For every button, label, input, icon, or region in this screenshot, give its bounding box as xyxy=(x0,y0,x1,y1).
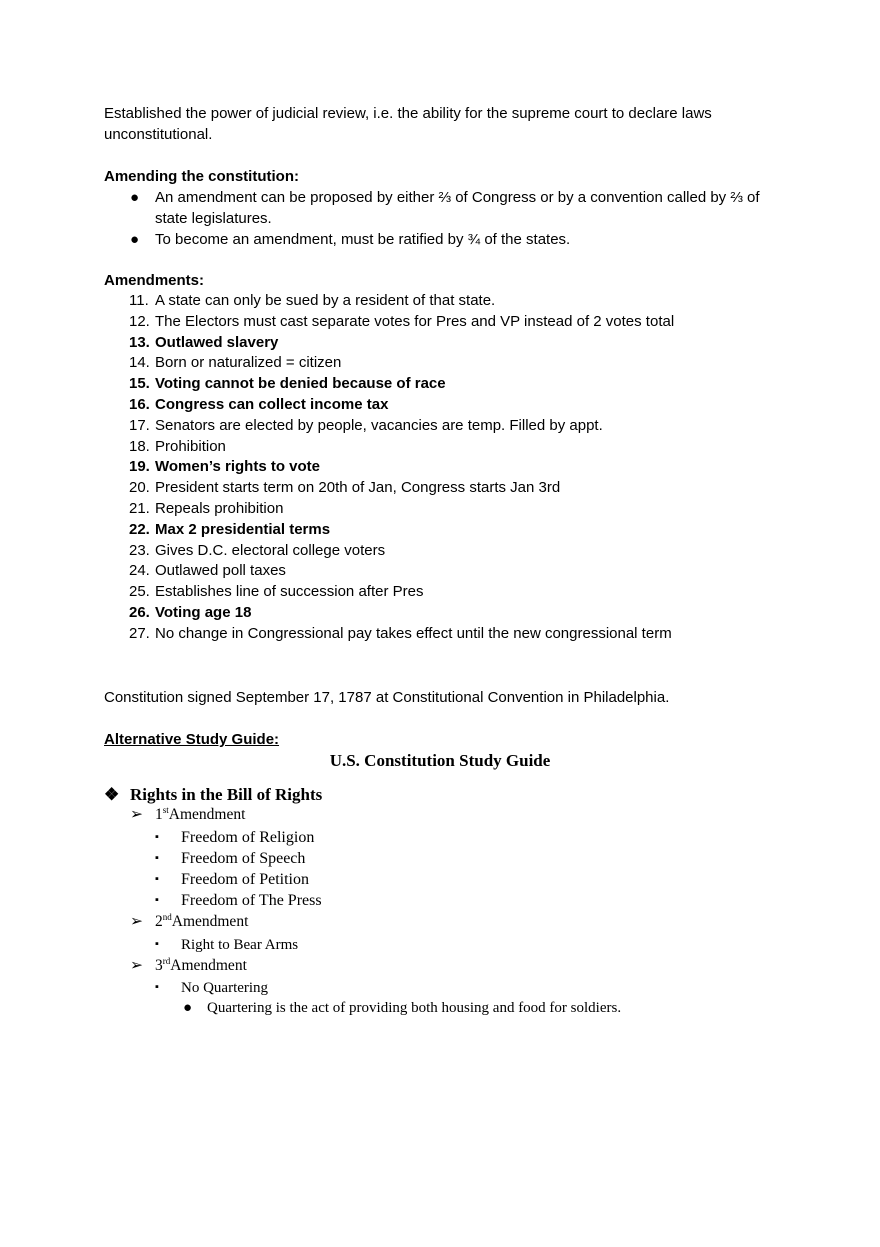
list-item xyxy=(104,437,674,458)
list-item xyxy=(104,416,674,437)
first-amendment-heading xyxy=(130,805,245,825)
item-number: 17. xyxy=(129,416,150,434)
arrow-bullet-icon: ➢ xyxy=(130,913,143,930)
list-item xyxy=(104,395,674,416)
item-number: 14. xyxy=(129,354,150,372)
list-item xyxy=(155,869,309,890)
signing-statement: Constitution signed September 17, 1787 at Constitutional Convention in Philadelphia. xyxy=(104,689,670,706)
item-number: 18. xyxy=(129,437,150,455)
bullet-icon: ● xyxy=(183,1000,193,1016)
amending-heading: Amending the constitution: xyxy=(104,168,299,185)
alternative-guide-heading: Alternative Study Guide: xyxy=(104,731,280,748)
item-text: Establishes line of succession after Pres xyxy=(155,583,424,601)
bullet-text: An amendment can be proposed by either ⅔ of Congress or by a convention called by ⅔ of state legislatures. xyxy=(155,189,760,227)
item-number: 27. xyxy=(129,624,150,642)
square-bullet-icon: ▪ xyxy=(155,852,159,864)
item-number: 12. xyxy=(129,312,150,330)
item-text: President starts term on 20th of Jan, Congress starts Jan 3rd xyxy=(155,479,561,497)
square-bullet-icon: ▪ xyxy=(155,873,159,885)
amendments-heading: Amendments: xyxy=(104,272,205,289)
list-item xyxy=(104,374,674,395)
amendment-label: Amendment xyxy=(168,806,246,823)
ordinal-suffix: rd xyxy=(162,956,171,966)
square-bullet-icon: ▪ xyxy=(155,894,159,906)
item-text: Senators are elected by people, vacancies are temp. Filled by appt. xyxy=(155,416,603,434)
item-text: Gives D.C. electoral college voters xyxy=(155,541,386,559)
bill-of-rights-label: Rights in the Bill of Rights xyxy=(130,785,323,804)
list-item xyxy=(104,624,674,645)
item-number: 26. xyxy=(129,603,150,621)
item-number: 24. xyxy=(129,562,150,580)
list-item xyxy=(104,457,674,478)
amendment-number: 2 xyxy=(155,913,163,930)
second-amendment-heading xyxy=(130,912,248,932)
amendment-label: Amendment xyxy=(171,913,249,930)
bullet-text: To become an amendment, must be ratified by ¾ of the states. xyxy=(155,231,571,248)
item-text: Freedom of Petition xyxy=(181,871,309,888)
arrow-bullet-icon: ➢ xyxy=(130,957,143,974)
item-text: Freedom of Speech xyxy=(181,850,306,867)
list-item xyxy=(155,827,314,848)
list-item xyxy=(104,229,794,250)
item-text: Freedom of Religion xyxy=(181,829,315,846)
amendment-number: 1 xyxy=(155,806,163,823)
item-text: Right to Bear Arms xyxy=(181,937,299,953)
item-text: No change in Congressional pay takes effect until the new congressional term xyxy=(155,624,672,642)
list-item xyxy=(104,520,674,541)
arrow-bullet-icon: ➢ xyxy=(130,806,143,823)
list-item xyxy=(155,848,305,869)
square-bullet-icon: ▪ xyxy=(155,938,159,950)
list-item xyxy=(104,312,674,333)
bill-of-rights-heading xyxy=(104,784,322,806)
list-item xyxy=(104,561,674,582)
ordinal-suffix: nd xyxy=(162,912,172,922)
amendments-list xyxy=(104,291,674,645)
amending-bullet-list xyxy=(104,187,794,250)
list-item xyxy=(104,499,674,520)
diamond-bullet-icon: ❖ xyxy=(104,785,120,804)
item-text: Congress can collect income tax xyxy=(155,395,389,413)
item-number: 11. xyxy=(129,292,149,309)
item-number: 20. xyxy=(129,479,150,497)
item-text: Quartering is the act of providing both housing and food for soldiers. xyxy=(207,1000,622,1016)
item-text: Max 2 presidential terms xyxy=(155,520,331,538)
item-number: 16. xyxy=(129,395,150,413)
list-item xyxy=(104,582,674,603)
item-text: Born or naturalized = citizen xyxy=(155,354,342,372)
list-item xyxy=(104,478,674,499)
list-item xyxy=(104,291,674,312)
list-item xyxy=(155,890,322,911)
item-number: 15. xyxy=(129,375,150,393)
amendment-number: 3 xyxy=(155,957,163,974)
item-text: Voting cannot be denied because of race xyxy=(155,375,446,393)
item-text: Outlawed slavery xyxy=(155,333,279,351)
item-text: Voting age 18 xyxy=(155,603,252,621)
amendment-label: Amendment xyxy=(170,957,247,974)
list-item xyxy=(104,333,674,354)
item-text: A state can only be sued by a resident of that state. xyxy=(155,292,496,309)
study-guide-title: U.S. Constitution Study Guide xyxy=(329,751,551,770)
judicial-review-paragraph: Established the power of judicial review, i.e. the ability for the supreme court to declare laws unconstitutional. xyxy=(104,105,712,143)
item-number: 22. xyxy=(129,520,150,538)
item-text: Repeals prohibition xyxy=(155,499,284,517)
item-number: 19. xyxy=(129,458,150,476)
item-text: Prohibition xyxy=(155,437,226,455)
item-text: No Quartering xyxy=(181,980,269,996)
list-item xyxy=(104,353,674,374)
bullet-icon: ● xyxy=(130,231,140,248)
square-bullet-icon: ▪ xyxy=(155,981,159,993)
item-text: Outlawed poll taxes xyxy=(155,562,286,580)
square-bullet-icon: ▪ xyxy=(155,831,159,843)
list-item xyxy=(104,187,794,229)
list-item xyxy=(104,541,674,562)
bullet-icon: ● xyxy=(130,189,140,206)
item-text: The Electors must cast separate votes for Pres and VP instead of 2 votes total xyxy=(155,312,675,330)
list-item xyxy=(183,998,621,1018)
list-item xyxy=(155,934,298,956)
third-amendment-heading xyxy=(130,956,247,976)
item-number: 25. xyxy=(129,583,150,601)
list-item xyxy=(155,977,268,999)
item-text: Women’s rights to vote xyxy=(155,458,321,476)
list-item xyxy=(104,603,674,624)
item-number: 13. xyxy=(129,333,150,351)
ordinal-suffix: st xyxy=(162,805,169,815)
item-number: 21. xyxy=(129,499,150,517)
item-text: Freedom of The Press xyxy=(181,892,322,909)
item-number: 23. xyxy=(129,541,150,559)
